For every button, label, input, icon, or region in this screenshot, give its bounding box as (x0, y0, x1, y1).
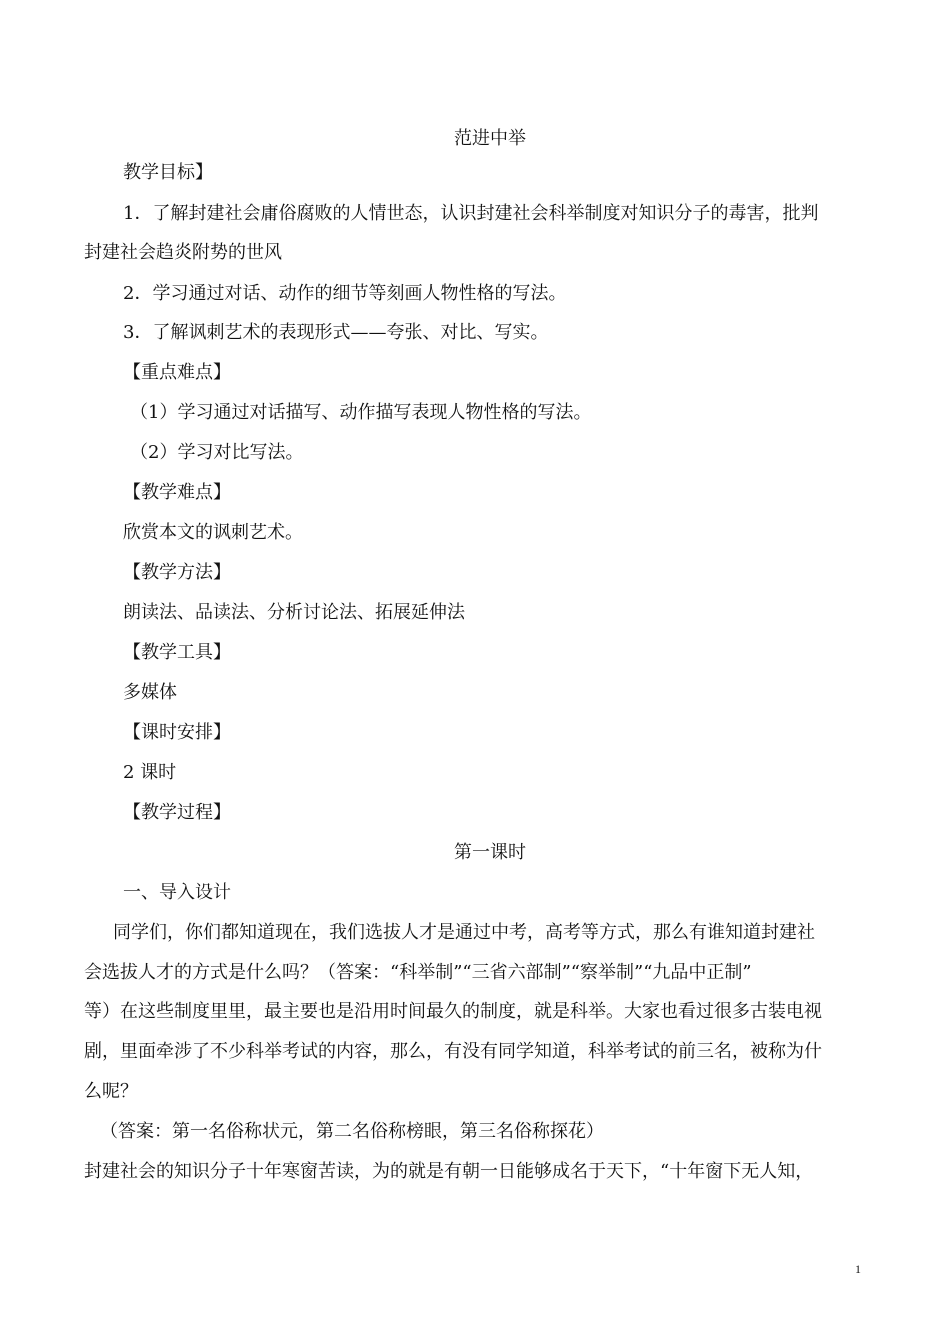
objective-3: 3．了解讽刺艺术的表现形式——夸张、对比、写实。 (123, 322, 549, 343)
page-number: 1 (855, 1262, 861, 1276)
difficulty-heading: 【教学难点】 (123, 482, 231, 503)
section-1-heading: 一、导入设计 (123, 882, 231, 903)
key-point-1: （1）学习通过对话描写、动作描写表现人物性格的写法。 (130, 402, 592, 423)
difficulty-text: 欣赏本文的讽刺艺术。 (123, 522, 303, 543)
paragraph-1-line-5: 么呢？ (84, 1081, 138, 1102)
tools-text: 多媒体 (123, 682, 177, 703)
paragraph-1-line-1: 同学们，你们都知道现在，我们选拔人才是通过中考，高考等方式，那么有谁知道封建社 (113, 922, 815, 943)
schedule-heading: 【课时安排】 (123, 722, 231, 743)
lesson-title: 第一课时 (454, 842, 526, 863)
objective-2: 2．学习通过对话、动作的细节等刻画人物性格的写法。 (123, 283, 567, 304)
paragraph-1-line-3: 等）在这些制度里里，最主要也是沿用时间最久的制度，就是科举。大家也看过很多古装电视 (84, 1001, 822, 1022)
key-points-heading: 【重点难点】 (123, 362, 231, 383)
answer-line: （答案：第一名俗称状元，第二名俗称榜眼，第三名俗称探花） (100, 1121, 604, 1142)
objectives-heading: 教学目标】 (123, 162, 213, 183)
paragraph-1-line-4: 剧，里面牵涉了不少科举考试的内容，那么，有没有同学知道，科举考试的前三名，被称为什 (84, 1041, 822, 1062)
key-point-2: （2）学习对比写法。 (130, 442, 304, 463)
process-heading: 【教学过程】 (123, 802, 231, 823)
document-title: 范进中举 (454, 128, 526, 149)
tools-heading: 【教学工具】 (123, 642, 231, 663)
schedule-text: 2 课时 (123, 762, 177, 783)
paragraph-2-line-1: 封建社会的知识分子十年寒窗苦读，为的就是有朝一日能够成名于天下，“十年窗下无人知， (84, 1161, 814, 1182)
paragraph-1-line-2: 会选拔人才的方式是什么吗？（答案：“科举制”“三省六部制”“察举制”“九品中正制” (84, 962, 752, 983)
objective-1-line-2: 封建社会趋炎附势的世风 (84, 242, 282, 263)
objective-1-line-1: 1．了解封建社会庸俗腐败的人情世态，认识封建社会科举制度对知识分子的毒害，批判 (123, 203, 819, 224)
method-text: 朗读法、品读法、分析讨论法、拓展延伸法 (123, 602, 465, 623)
method-heading: 【教学方法】 (123, 562, 231, 583)
